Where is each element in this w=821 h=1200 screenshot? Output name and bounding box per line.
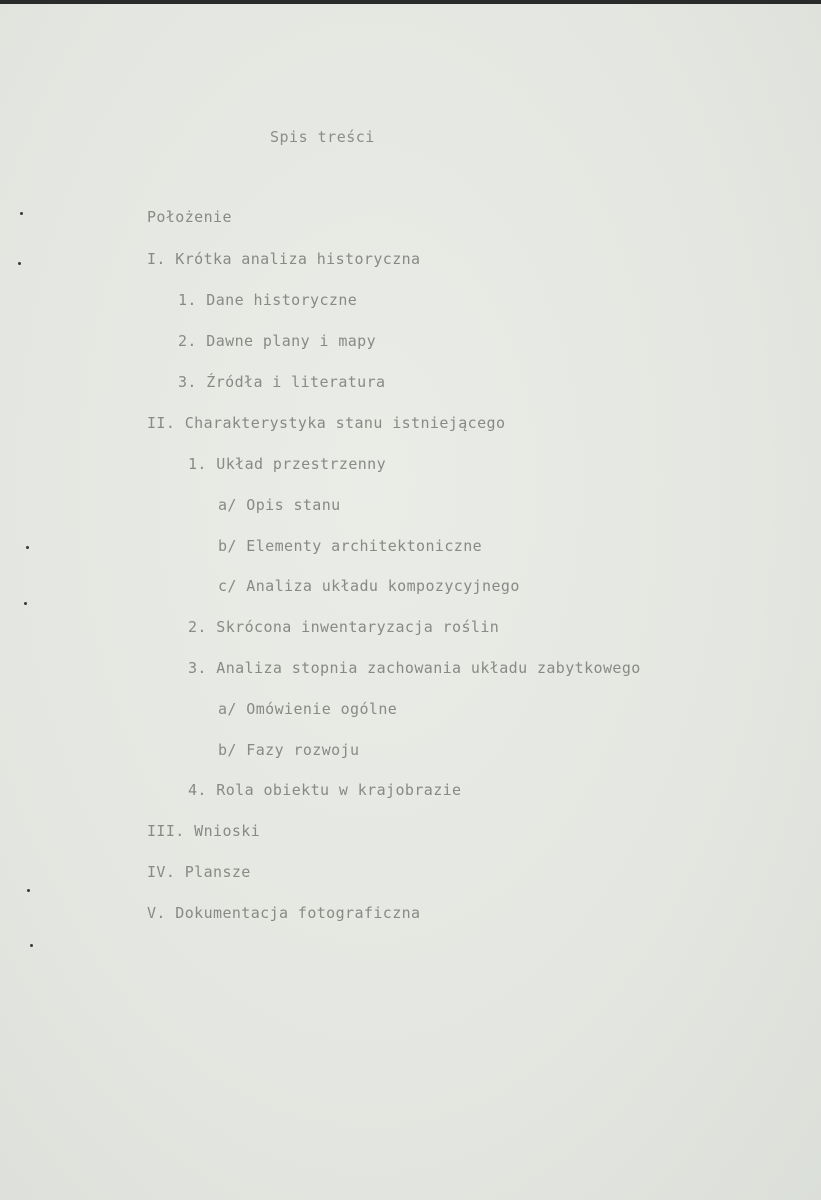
toc-entry: a/ Opis stanu bbox=[218, 496, 341, 514]
scan-speck bbox=[30, 944, 33, 947]
toc-entry: 3. Źródła i literatura bbox=[178, 373, 386, 391]
toc-entry: 1. Układ przestrzenny bbox=[188, 455, 387, 473]
page-title: Spis treści bbox=[270, 128, 375, 146]
scan-speck bbox=[27, 889, 30, 892]
toc-entry: a/ Omówienie ogólne bbox=[218, 700, 398, 718]
toc-entry: c/ Analiza układu kompozycyjnego bbox=[218, 577, 520, 595]
scan-speck bbox=[18, 262, 21, 265]
toc-entry: Położenie bbox=[147, 208, 232, 226]
scan-speck bbox=[24, 602, 27, 605]
toc-entry: 4. Rola obiektu w krajobrazie bbox=[188, 781, 462, 799]
toc-entry: III. Wnioski bbox=[147, 822, 261, 840]
toc-entry: II. Charakterystyka stanu istniejącego bbox=[147, 414, 506, 432]
scan-speck bbox=[26, 546, 29, 549]
toc-entry: 1. Dane historyczne bbox=[178, 291, 358, 309]
toc-entry: I. Krótka analiza historyczna bbox=[147, 250, 421, 268]
toc-entry: IV. Plansze bbox=[147, 863, 251, 881]
toc-entry: 3. Analiza stopnia zachowania układu zabytkowego bbox=[188, 659, 641, 677]
paper-background bbox=[0, 4, 821, 1200]
toc-entry: b/ Elementy architektoniczne bbox=[218, 537, 483, 555]
scan-speck bbox=[20, 212, 23, 215]
toc-entry: V. Dokumentacja fotograficzna bbox=[147, 904, 421, 922]
toc-entry: 2. Dawne plany i mapy bbox=[178, 332, 377, 350]
toc-entry: 2. Skrócona inwentaryzacja roślin bbox=[188, 618, 500, 636]
toc-entry: b/ Fazy rozwoju bbox=[218, 741, 360, 759]
